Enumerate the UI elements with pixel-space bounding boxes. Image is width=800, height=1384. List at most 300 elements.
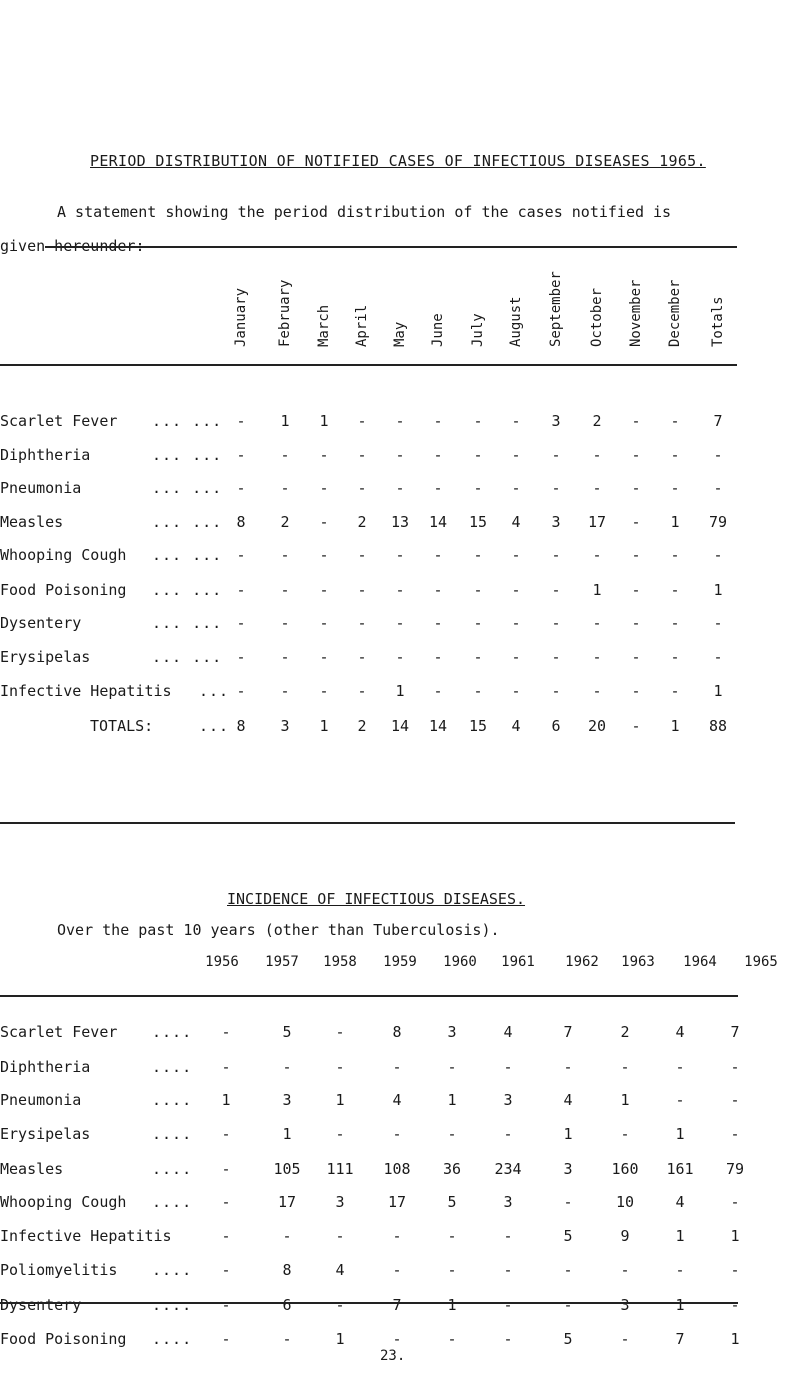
leader-dots: ... ... bbox=[152, 648, 223, 666]
table-cell: - bbox=[392, 1125, 402, 1143]
table-cell: 5 bbox=[563, 1330, 573, 1348]
table-cell: 5 bbox=[447, 1193, 457, 1211]
table-cell: 3 bbox=[551, 513, 561, 531]
row-label: Erysipelas bbox=[0, 1125, 91, 1143]
table-cell: - bbox=[335, 1058, 345, 1076]
table-cell: - bbox=[335, 1023, 345, 1041]
table2-header-rule bbox=[0, 995, 738, 997]
table-cell: 3 bbox=[335, 1193, 345, 1211]
table-cell: - bbox=[221, 1330, 231, 1348]
table-cell: - bbox=[280, 682, 290, 700]
table-cell: 4 bbox=[503, 1023, 513, 1041]
month-header-label: October bbox=[589, 287, 605, 347]
table-cell: - bbox=[503, 1330, 513, 1348]
table-cell: 7 bbox=[730, 1023, 740, 1041]
row-label: Infective Hepatitis bbox=[0, 1227, 172, 1245]
table-cell: 105 bbox=[273, 1160, 301, 1178]
table-cell: - bbox=[447, 1227, 457, 1245]
row-label: Poliomyelitis bbox=[0, 1261, 118, 1279]
table-cell: - bbox=[236, 614, 246, 632]
table-cell: - bbox=[236, 479, 246, 497]
table-cell: - bbox=[395, 412, 405, 430]
table-cell: 1 bbox=[280, 412, 290, 430]
table-cell: 1 bbox=[319, 717, 329, 735]
month-header-label: January bbox=[233, 287, 249, 347]
table-cell: - bbox=[433, 648, 443, 666]
table-cell: 1 bbox=[563, 1125, 573, 1143]
table-cell: - bbox=[395, 479, 405, 497]
table-cell: - bbox=[620, 1261, 630, 1279]
month-header-january bbox=[228, 258, 254, 363]
table-cell: - bbox=[503, 1261, 513, 1279]
row-label: Measles bbox=[0, 1160, 64, 1178]
table-cell: - bbox=[357, 446, 367, 464]
leader-dots: .... bbox=[152, 1160, 193, 1178]
table-cell: - bbox=[357, 614, 367, 632]
table-cell: 1 bbox=[447, 1091, 457, 1109]
table-cell: 14 bbox=[428, 717, 448, 735]
table-cell: - bbox=[357, 682, 367, 700]
row-label: Measles bbox=[0, 513, 64, 531]
table-cell: 7 bbox=[675, 1330, 685, 1348]
row-label: Pneumonia bbox=[0, 1091, 82, 1109]
row-label: Diphtheria bbox=[0, 1058, 91, 1076]
table-cell: - bbox=[319, 581, 329, 599]
leader-dots: ... ... bbox=[152, 546, 223, 564]
table-cell: - bbox=[236, 682, 246, 700]
table-cell: - bbox=[713, 479, 723, 497]
table-cell: - bbox=[447, 1125, 457, 1143]
table-cell: 3 bbox=[280, 717, 290, 735]
table-cell: - bbox=[282, 1227, 292, 1245]
table-cell: - bbox=[563, 1058, 573, 1076]
table-cell: - bbox=[433, 412, 443, 430]
table-cell: - bbox=[357, 412, 367, 430]
table-cell: - bbox=[631, 581, 641, 599]
table-cell: - bbox=[357, 479, 367, 497]
year-header-1959: 1959 bbox=[383, 954, 417, 970]
table-cell: - bbox=[551, 682, 561, 700]
leader-dots: ... ... bbox=[152, 614, 223, 632]
table-cell: - bbox=[392, 1261, 402, 1279]
table-cell: - bbox=[670, 581, 680, 599]
table-cell: - bbox=[221, 1125, 231, 1143]
table-cell: 2 bbox=[592, 412, 602, 430]
table-cell: 1 bbox=[282, 1125, 292, 1143]
table-cell: 1 bbox=[335, 1091, 345, 1109]
table-cell: 7 bbox=[713, 412, 723, 430]
table-cell: - bbox=[335, 1296, 345, 1314]
table-cell: 1 bbox=[730, 1330, 740, 1348]
table-cell: 36 bbox=[442, 1160, 462, 1178]
table-cell: - bbox=[395, 446, 405, 464]
table-cell: 3 bbox=[447, 1023, 457, 1041]
table-cell: 3 bbox=[503, 1091, 513, 1109]
table-cell: - bbox=[280, 614, 290, 632]
year-header-1956: 1956 bbox=[205, 954, 239, 970]
table-cell: - bbox=[730, 1193, 740, 1211]
table-cell: - bbox=[675, 1091, 685, 1109]
table-cell: - bbox=[221, 1261, 231, 1279]
month-header-label: December bbox=[667, 279, 683, 347]
table-cell: 3 bbox=[282, 1091, 292, 1109]
table-cell: - bbox=[551, 479, 561, 497]
table-cell: 108 bbox=[383, 1160, 411, 1178]
table-cell: - bbox=[730, 1296, 740, 1314]
table-cell: - bbox=[631, 717, 641, 735]
table-cell: - bbox=[282, 1330, 292, 1348]
table-cell: 7 bbox=[563, 1023, 573, 1041]
month-header-may bbox=[387, 258, 413, 363]
table-cell: - bbox=[473, 682, 483, 700]
leader-dots: ... ... bbox=[152, 446, 223, 464]
table1-header-rule bbox=[0, 364, 737, 366]
table-cell: - bbox=[551, 614, 561, 632]
table-cell: - bbox=[473, 412, 483, 430]
row-label: Infective Hepatitis bbox=[0, 682, 172, 700]
row-label: Whooping Cough bbox=[0, 546, 127, 564]
table-cell: 1 bbox=[670, 717, 680, 735]
table-cell: - bbox=[236, 446, 246, 464]
row-label: TOTALS: bbox=[90, 717, 154, 735]
table-cell: - bbox=[280, 648, 290, 666]
year-header-1964: 1964 bbox=[683, 954, 717, 970]
section2-title: INCIDENCE OF INFECTIOUS DISEASES. bbox=[227, 890, 526, 908]
month-header-august bbox=[503, 258, 529, 363]
table-cell: - bbox=[511, 682, 521, 700]
table-cell: - bbox=[357, 546, 367, 564]
table-cell: - bbox=[236, 648, 246, 666]
table-cell: - bbox=[730, 1125, 740, 1143]
table-cell: - bbox=[592, 648, 602, 666]
table-cell: - bbox=[620, 1125, 630, 1143]
table-cell: - bbox=[395, 648, 405, 666]
table-cell: - bbox=[670, 412, 680, 430]
table-cell: - bbox=[236, 581, 246, 599]
row-label: Erysipelas bbox=[0, 648, 91, 666]
table-cell: - bbox=[631, 513, 641, 531]
row-label: Dysentery bbox=[0, 614, 82, 632]
month-header-label: September bbox=[548, 271, 564, 347]
table-cell: - bbox=[551, 648, 561, 666]
month-header-totals bbox=[705, 258, 731, 363]
table-cell: 1 bbox=[713, 682, 723, 700]
table-cell: - bbox=[631, 614, 641, 632]
table-cell: - bbox=[433, 479, 443, 497]
table-cell: 1 bbox=[670, 513, 680, 531]
month-header-february bbox=[272, 258, 298, 363]
table-cell: 5 bbox=[563, 1227, 573, 1245]
table-cell: - bbox=[713, 546, 723, 564]
table-cell: - bbox=[433, 546, 443, 564]
table-cell: - bbox=[551, 581, 561, 599]
table-cell: - bbox=[395, 614, 405, 632]
table-cell: - bbox=[511, 446, 521, 464]
table-cell: - bbox=[221, 1160, 231, 1178]
table-cell: - bbox=[563, 1261, 573, 1279]
table-cell: - bbox=[713, 446, 723, 464]
table-cell: - bbox=[592, 479, 602, 497]
row-label: Food Poisoning bbox=[0, 1330, 127, 1348]
table-cell: - bbox=[236, 412, 246, 430]
table-cell: 13 bbox=[390, 513, 410, 531]
month-header-july bbox=[465, 258, 491, 363]
month-header-label: August bbox=[508, 296, 524, 347]
table-cell: - bbox=[631, 546, 641, 564]
table-cell: 161 bbox=[666, 1160, 694, 1178]
table2-bottom-rule bbox=[0, 1302, 738, 1304]
table-cell: - bbox=[236, 546, 246, 564]
intro-line-2: given hereunder: bbox=[0, 237, 145, 255]
table-cell: - bbox=[319, 479, 329, 497]
row-label: Food Poisoning bbox=[0, 581, 127, 599]
table-cell: - bbox=[592, 546, 602, 564]
month-header-june bbox=[425, 258, 451, 363]
table-cell: - bbox=[392, 1227, 402, 1245]
table-cell: - bbox=[221, 1193, 231, 1211]
table1-top-rule bbox=[45, 246, 737, 248]
leader-dots: ... ... bbox=[152, 513, 223, 531]
table-cell: - bbox=[221, 1058, 231, 1076]
table-cell: - bbox=[221, 1023, 231, 1041]
table-cell: - bbox=[280, 546, 290, 564]
table-cell: - bbox=[511, 581, 521, 599]
table-cell: 1 bbox=[447, 1296, 457, 1314]
table-cell: 3 bbox=[563, 1160, 573, 1178]
row-label: Whooping Cough bbox=[0, 1193, 127, 1211]
table-cell: - bbox=[335, 1125, 345, 1143]
table-cell: - bbox=[563, 1296, 573, 1314]
table-cell: - bbox=[730, 1261, 740, 1279]
leader-dots: .... bbox=[152, 1091, 193, 1109]
table-cell: 2 bbox=[357, 513, 367, 531]
table-cell: 14 bbox=[390, 717, 410, 735]
table-cell: 15 bbox=[468, 717, 488, 735]
table-cell: 3 bbox=[551, 412, 561, 430]
table-cell: 8 bbox=[392, 1023, 402, 1041]
table-cell: - bbox=[511, 546, 521, 564]
table-cell: - bbox=[631, 682, 641, 700]
leader-dots: ... bbox=[199, 717, 230, 735]
table-cell: - bbox=[511, 614, 521, 632]
table-cell: - bbox=[670, 446, 680, 464]
table-cell: 6 bbox=[551, 717, 561, 735]
table-cell: - bbox=[473, 614, 483, 632]
table-cell: - bbox=[670, 648, 680, 666]
table-cell: - bbox=[433, 614, 443, 632]
row-label: Scarlet Fever bbox=[0, 412, 118, 430]
table-cell: 234 bbox=[494, 1160, 522, 1178]
table-cell: 3 bbox=[620, 1296, 630, 1314]
table-cell: - bbox=[511, 412, 521, 430]
month-header-label: June bbox=[430, 313, 446, 347]
table-cell: 1 bbox=[335, 1330, 345, 1348]
table-cell: - bbox=[675, 1261, 685, 1279]
month-header-label: March bbox=[316, 304, 332, 347]
table-cell: 2 bbox=[620, 1023, 630, 1041]
table-cell: - bbox=[473, 648, 483, 666]
table-cell: - bbox=[592, 614, 602, 632]
month-header-november bbox=[623, 258, 649, 363]
table-cell: - bbox=[221, 1227, 231, 1245]
table-cell: - bbox=[503, 1125, 513, 1143]
table-cell: 8 bbox=[282, 1261, 292, 1279]
leader-dots: ... ... bbox=[152, 479, 223, 497]
table-cell: 20 bbox=[587, 717, 607, 735]
table-cell: 4 bbox=[675, 1023, 685, 1041]
table-cell: 4 bbox=[392, 1091, 402, 1109]
table-cell: - bbox=[503, 1296, 513, 1314]
month-header-december bbox=[662, 258, 688, 363]
table-cell: 8 bbox=[236, 717, 246, 735]
table-cell: 1 bbox=[675, 1296, 685, 1314]
table-cell: 1 bbox=[620, 1091, 630, 1109]
table-cell: - bbox=[280, 479, 290, 497]
table-cell: - bbox=[473, 446, 483, 464]
table-cell: 1 bbox=[675, 1125, 685, 1143]
table-cell: - bbox=[280, 581, 290, 599]
row-label: Scarlet Fever bbox=[0, 1023, 118, 1041]
table-cell: - bbox=[319, 513, 329, 531]
table-cell: - bbox=[319, 648, 329, 666]
table-cell: 7 bbox=[392, 1296, 402, 1314]
table-cell: - bbox=[631, 479, 641, 497]
row-label: Diphtheria bbox=[0, 446, 91, 464]
year-header-1963: 1963 bbox=[621, 954, 655, 970]
table-cell: 17 bbox=[587, 513, 607, 531]
month-header-april bbox=[349, 258, 375, 363]
table-cell: - bbox=[631, 648, 641, 666]
table-cell: - bbox=[395, 581, 405, 599]
table-cell: - bbox=[620, 1330, 630, 1348]
table-cell: - bbox=[447, 1330, 457, 1348]
leader-dots: ... bbox=[199, 682, 230, 700]
month-header-label: May bbox=[392, 321, 408, 347]
leader-dots: .... bbox=[152, 1058, 193, 1076]
table-cell: - bbox=[319, 682, 329, 700]
table-cell: 88 bbox=[708, 717, 728, 735]
table-cell: 4 bbox=[511, 717, 521, 735]
table-cell: - bbox=[319, 446, 329, 464]
leader-dots: .... bbox=[152, 1125, 193, 1143]
table-cell: - bbox=[503, 1058, 513, 1076]
month-header-label: April bbox=[354, 304, 370, 347]
table-cell: - bbox=[282, 1058, 292, 1076]
table-cell: - bbox=[631, 412, 641, 430]
table-cell: - bbox=[511, 479, 521, 497]
table-cell: 3 bbox=[503, 1193, 513, 1211]
intro-line-1: A statement showing the period distribution of the cases notified is bbox=[57, 203, 672, 221]
table-cell: 1 bbox=[675, 1227, 685, 1245]
table-cell: - bbox=[395, 546, 405, 564]
table-cell: 1 bbox=[221, 1091, 231, 1109]
table-cell: 1 bbox=[592, 581, 602, 599]
table-cell: - bbox=[433, 446, 443, 464]
row-label: Dysentery bbox=[0, 1296, 82, 1314]
table-cell: 4 bbox=[563, 1091, 573, 1109]
table-cell: - bbox=[713, 614, 723, 632]
leader-dots: .... bbox=[152, 1330, 193, 1348]
table-cell: 160 bbox=[611, 1160, 639, 1178]
year-header-1960: 1960 bbox=[443, 954, 477, 970]
page-title: PERIOD DISTRIBUTION OF NOTIFIED CASES OF INFECTIOUS DISEASES 1965. bbox=[90, 152, 706, 170]
month-header-october bbox=[584, 258, 610, 363]
table-cell: - bbox=[670, 479, 680, 497]
leader-dots: ... ... bbox=[152, 581, 223, 599]
table-cell: - bbox=[730, 1091, 740, 1109]
table-cell: - bbox=[670, 614, 680, 632]
table-cell: - bbox=[592, 682, 602, 700]
table-cell: - bbox=[551, 446, 561, 464]
year-header-1965: 1965 bbox=[744, 954, 778, 970]
table-cell: - bbox=[319, 614, 329, 632]
table-cell: 10 bbox=[615, 1193, 635, 1211]
year-header-1958: 1958 bbox=[323, 954, 357, 970]
month-header-label: February bbox=[277, 279, 293, 347]
table-cell: 1 bbox=[730, 1227, 740, 1245]
table-cell: - bbox=[551, 546, 561, 564]
table-cell: - bbox=[280, 446, 290, 464]
section2-subtitle: Over the past 10 years (other than Tuberculosis). bbox=[57, 921, 500, 939]
table-cell: - bbox=[473, 581, 483, 599]
table-cell: 8 bbox=[236, 513, 246, 531]
leader-dots: .... bbox=[152, 1023, 193, 1041]
year-header-1957: 1957 bbox=[265, 954, 299, 970]
table-cell: - bbox=[473, 479, 483, 497]
table-cell: 4 bbox=[335, 1261, 345, 1279]
leader-dots: .... bbox=[152, 1193, 193, 1211]
table-cell: - bbox=[503, 1227, 513, 1245]
table-cell: 6 bbox=[282, 1296, 292, 1314]
table-cell: - bbox=[473, 546, 483, 564]
table-cell: - bbox=[592, 446, 602, 464]
table-cell: 4 bbox=[675, 1193, 685, 1211]
table-cell: 79 bbox=[708, 513, 728, 531]
table-cell: - bbox=[447, 1058, 457, 1076]
table-cell: - bbox=[670, 682, 680, 700]
table-cell: - bbox=[511, 648, 521, 666]
table-cell: - bbox=[670, 546, 680, 564]
year-header-1961: 1961 bbox=[501, 954, 535, 970]
table-cell: - bbox=[563, 1193, 573, 1211]
table-cell: 1 bbox=[713, 581, 723, 599]
table-cell: - bbox=[620, 1058, 630, 1076]
table-cell: - bbox=[319, 546, 329, 564]
table-cell: 17 bbox=[277, 1193, 297, 1211]
leader-dots: .... bbox=[152, 1296, 193, 1314]
table-cell: - bbox=[357, 648, 367, 666]
table-cell: - bbox=[433, 581, 443, 599]
table-cell: - bbox=[221, 1296, 231, 1314]
table-cell: - bbox=[335, 1227, 345, 1245]
table-cell: 9 bbox=[620, 1227, 630, 1245]
table-cell: - bbox=[713, 648, 723, 666]
table-cell: 2 bbox=[280, 513, 290, 531]
table-cell: - bbox=[631, 446, 641, 464]
table-cell: 15 bbox=[468, 513, 488, 531]
row-label: Pneumonia bbox=[0, 479, 82, 497]
table-cell: 1 bbox=[395, 682, 405, 700]
table-cell: 5 bbox=[282, 1023, 292, 1041]
leader-dots: ... ... bbox=[152, 412, 223, 430]
month-header-march bbox=[311, 258, 337, 363]
table1-bottom-rule bbox=[0, 822, 735, 824]
table-cell: - bbox=[433, 682, 443, 700]
table-cell: - bbox=[447, 1261, 457, 1279]
table-cell: 111 bbox=[326, 1160, 354, 1178]
month-header-label: November bbox=[628, 279, 644, 347]
year-header-1962: 1962 bbox=[565, 954, 599, 970]
